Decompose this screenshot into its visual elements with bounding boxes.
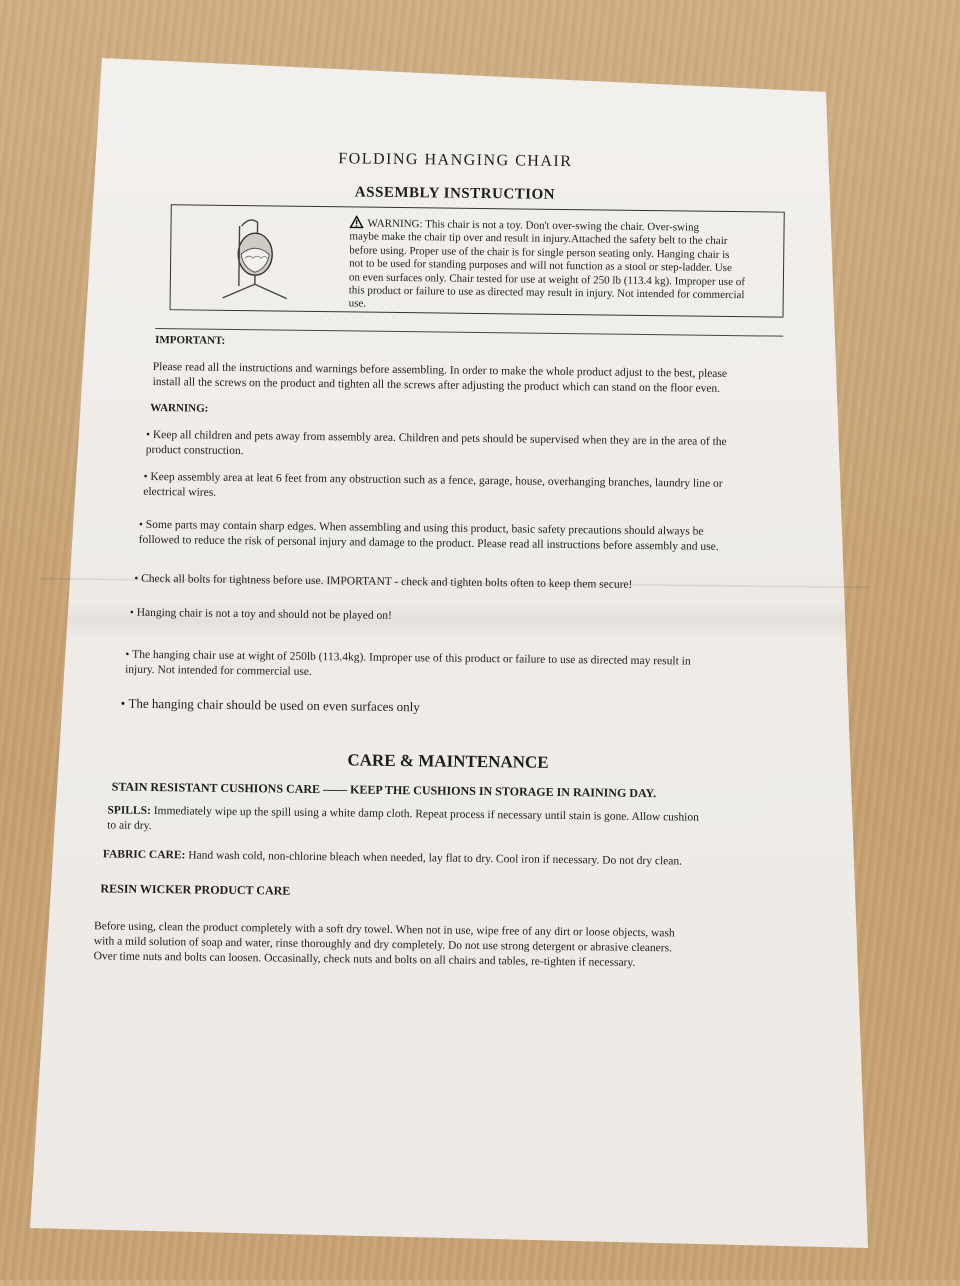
bullet-dot-icon: •: [129, 606, 137, 619]
important-heading: IMPORTANT:: [155, 334, 226, 347]
warning-box-line: on even surfaces only. Chair tested for use at weight of 250 lb (113.4 kg). Improper use of: [348, 271, 745, 288]
bullet-dot-icon: •: [125, 648, 133, 661]
warning-bullet: • The hanging chair use at wight of 250lb (113.4kg). Improper use of this product or failure to use as directed may result in injury. Not intended for commercial use.: [125, 648, 691, 678]
spills-paragraph: SPILLS: Immediately wipe up the spill using a white damp cloth. Repeat process if necessary until stain is gone. Allow cushion to air dry.: [107, 804, 699, 833]
warning-box-line: WARNING: This chair is not a toy. Don't over-swing the chair. Over-swing: [350, 215, 780, 236]
resin-wicker-heading: RESIN WICKER PRODUCT CARE: [100, 881, 291, 898]
bullet-dot-icon: •: [120, 695, 129, 711]
section-divider: [155, 328, 783, 337]
important-line: Please read all the instructions and warnings before assembling. In order to make the whole product adjust to the best, please: [152, 360, 728, 381]
resin-wicker-paragraph: [94, 919, 794, 973]
warning-bullet: • Check all bolts for tightness before use. IMPORTANT - check and tighten bolts often to keep them secure!: [134, 572, 633, 591]
resin-line: Before using, clean the product completely with a soft dry towel. When not in use, wipe free of any dirt or loose objects, wash: [93, 920, 675, 940]
warning-box-text: [349, 215, 780, 316]
bullet-dot-icon: •: [134, 572, 142, 585]
warning-bullet: • Some parts may contain sharp edges. When assembling and using this product, basic safety precautions should always be followed to reduce the risk of personal injury and damage to the product. Please read all instructions before assembly and use.: [138, 518, 719, 553]
important-paragraph: [153, 360, 793, 398]
warning-box-line: before using. Proper use of the chair is for single person seating only. Hanging chair is: [349, 244, 730, 261]
document-subtitle: ASSEMBLY INSTRUCTION: [354, 184, 556, 203]
stain-resistant-heading: STAIN RESISTANT CUSHIONS CARE —— KEEP THE CUSHIONS IN STORAGE IN RAINING DAY.: [111, 779, 657, 801]
fabric-care-paragraph: FABRIC CARE: Hand wash cold, non-chlorine bleach when needed, lay flat to dry. Cool iron if necessary. Do not dry clean.: [102, 848, 683, 868]
warning-box: [170, 204, 785, 317]
resin-line: with a mild solution of soap and water, rinse thoroughly and dry completely. Do not use strong detergent or abrasive cleaners.: [93, 935, 673, 955]
warning-bullet: • Hanging chair is not a toy and should not be played on!: [129, 606, 392, 622]
resin-line: Over time nuts and bolts can loosen. Occasinally, check nuts and bolts on all chairs and tables, re-tighten if necessary.: [93, 950, 636, 969]
care-maintenance-heading: CARE & MAINTENANCE: [347, 750, 549, 772]
bullet-dot-icon: •: [143, 470, 151, 483]
warning-heading: WARNING:: [150, 401, 209, 415]
warning-bullet: • The hanging chair should be used on even surfaces only: [120, 695, 420, 715]
bullet-dot-icon: •: [145, 428, 153, 441]
warning-box-line: not to be used for standing purposes and will not function as a stool or step-ladder. Use: [349, 257, 732, 275]
hanging-chair-illustration-icon: [211, 212, 302, 305]
spills-label: SPILLS:: [107, 804, 151, 817]
warning-box-line: maybe make the chair tip over and result in injury.Attached the safety belt to the chair: [349, 230, 728, 248]
bullet-dot-icon: •: [138, 518, 146, 531]
warning-box-line: use.: [348, 297, 367, 311]
important-line: install all the screws on the product and tighten all the screws after adjusting the product which can stand on the floor even.: [152, 375, 721, 395]
fabric-care-label: FABRIC CARE:: [102, 848, 186, 862]
document-title: FOLDING HANGING CHAIR: [338, 150, 573, 171]
warning-box-line: this product or failure to use as directed may result in injury. Not intended for commercial: [348, 284, 745, 302]
warning-triangle-icon: [350, 215, 364, 228]
warning-bullet: • Keep assembly area at leat 6 feet from any obstruction such as a fence, garage, house, overhanging branches, laundry line or electrical wires.: [143, 470, 723, 499]
warning-bullet: • Keep all children and pets away from assembly area. Children and pets should be supervised when they are in the area of the product construction.: [145, 428, 727, 458]
